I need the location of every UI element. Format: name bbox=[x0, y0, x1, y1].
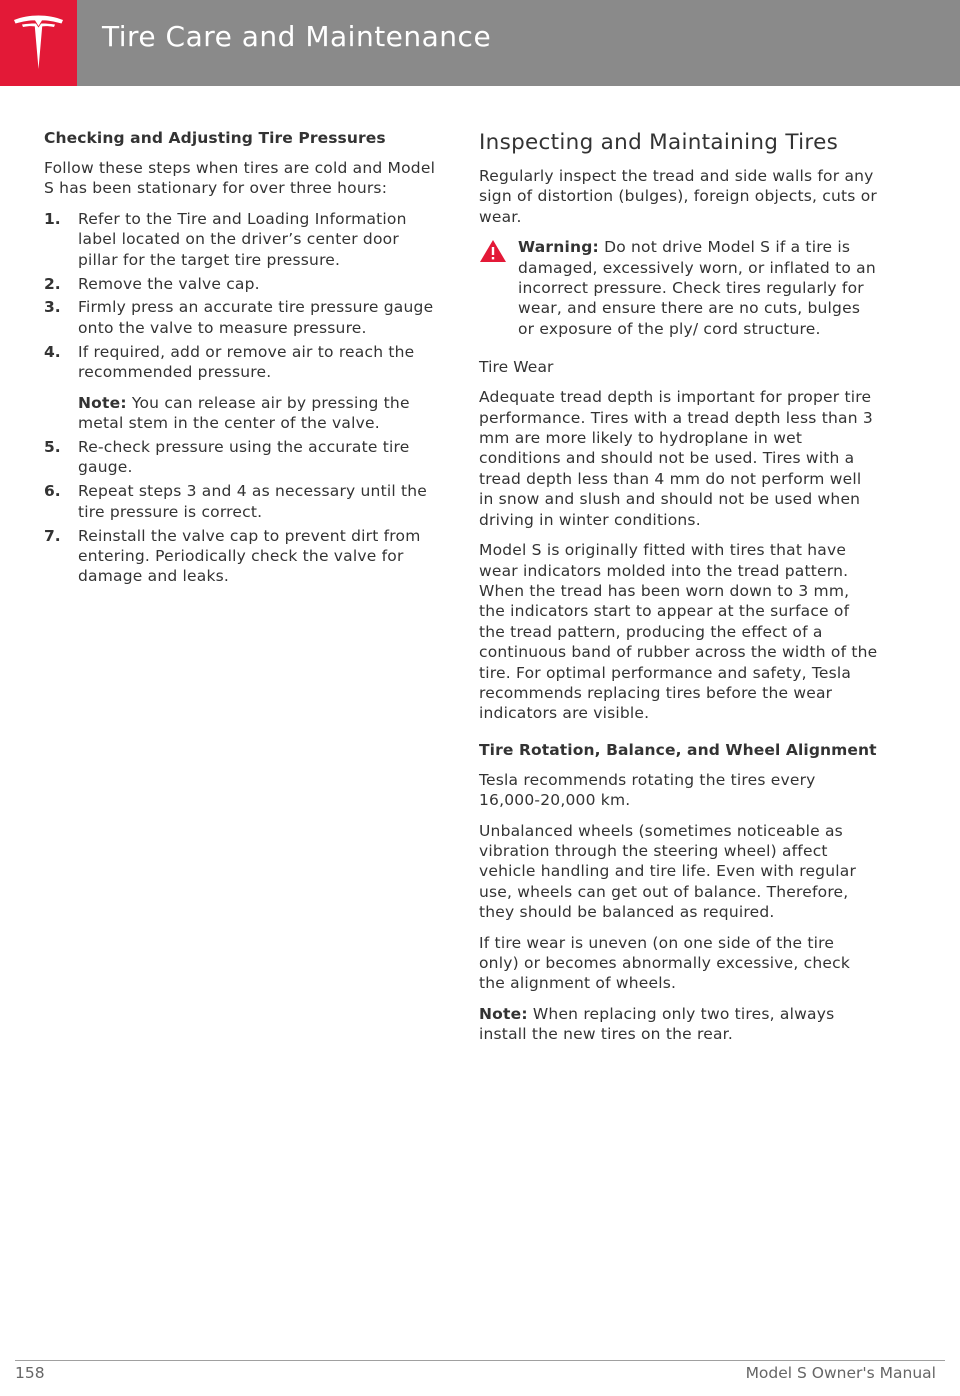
step-number: 2. bbox=[44, 274, 61, 293]
warning-text bbox=[518, 237, 879, 339]
step-text: Remove the valve cap. bbox=[78, 274, 260, 293]
page-header bbox=[0, 0, 960, 86]
step-item bbox=[44, 481, 440, 522]
step-item bbox=[44, 297, 440, 338]
step-item bbox=[44, 342, 440, 434]
note-text: You can release air by pressing the metal stem in the center of the valve. bbox=[78, 393, 410, 432]
step-text: If required, add or remove air to reach the recommended pressure. bbox=[78, 342, 415, 382]
note-label: Note: bbox=[78, 393, 127, 412]
step-item bbox=[44, 274, 440, 294]
step-text: Reinstall the valve cap to prevent dirt from entering. Periodically check the valve for damage and leaks. bbox=[78, 526, 421, 586]
intro-paragraph: Follow these steps when tires are cold and Model S has been stationary for over three hours: bbox=[44, 159, 436, 198]
step-note bbox=[78, 393, 440, 434]
step-number: 4. bbox=[44, 342, 61, 361]
step-text: Repeat steps 3 and 4 as necessary until the tire pressure is correct. bbox=[78, 482, 428, 521]
rotation-note bbox=[479, 1004, 879, 1045]
step-text: Re-check pressure using the accurate tire gauge. bbox=[78, 437, 410, 477]
section-heading-tire-wear: Tire Wear bbox=[479, 358, 554, 377]
tire-wear-paragraph: Adequate tread depth is important for proper tire performance. Tires with a tread depth less than 3 mm are more likely to hydroplane in wet conditions and should not be used. Tires with a tread depth less than 4 mm do not perform well in snow and slush and should not be used when driving in winter conditions. bbox=[479, 388, 873, 529]
steps-list bbox=[44, 209, 440, 587]
step-number: 5. bbox=[44, 437, 61, 456]
warning-triangle-icon bbox=[479, 239, 507, 263]
manual-name: Model S Owner's Manual bbox=[745, 1364, 936, 1382]
step-text: Refer to the Tire and Loading Information label located on the driver’s center door pillar for the target tire pressure. bbox=[78, 209, 407, 269]
page-title: Tire Care and Maintenance bbox=[102, 20, 492, 53]
tire-wear-paragraph: Model S is originally fitted with tires that have wear indicators molded into the tread pattern. When the tread has been worn down to 3 mm, the indicators start to appear at the surface of the tread pattern, producing the effect of a continuous band of rubber across the width of the tire. For optimal performance and safety, Tesla recommends replacing tires before the wear indicators are visible. bbox=[479, 541, 878, 723]
step-number: 1. bbox=[44, 209, 61, 228]
rotation-paragraph: Tesla recommends rotating the tires every 16,000-20,000 km. bbox=[479, 770, 816, 810]
step-item bbox=[44, 209, 440, 270]
step-text: Firmly press an accurate tire pressure gauge onto the valve to measure pressure. bbox=[78, 298, 434, 337]
note-label: Note: bbox=[479, 1004, 528, 1023]
note-text: When replacing only two tires, always install the new tires on the rear. bbox=[479, 1004, 835, 1044]
step-item bbox=[44, 437, 440, 478]
warning-callout bbox=[479, 237, 879, 339]
section-heading-inspecting: Inspecting and Maintaining Tires bbox=[479, 130, 839, 155]
rotation-paragraph: If tire wear is uneven (on one side of the tire only) or becomes abnormally excessive, check the alignment of wheels. bbox=[479, 933, 851, 993]
section-heading-pressures: Checking and Adjusting Tire Pressures bbox=[44, 129, 386, 147]
left-column bbox=[44, 128, 440, 590]
right-column bbox=[479, 128, 879, 1055]
step-item bbox=[44, 526, 440, 587]
rotation-paragraph: Unbalanced wheels (sometimes noticeable as vibration through the steering wheel) affect vehicle handling and tire life. Even with regular use, wheels can get out of balance. Therefore, they should be balanced as required. bbox=[479, 821, 857, 922]
warning-body: Do not drive Model S if a tire is damaged, excessively worn, or inflated to an incorrect pressure. Check tires regularly for wear, and ensure there are no cuts, bulges or exposure of the ply/ cord structure. bbox=[518, 238, 876, 338]
warning-label: Warning: bbox=[518, 238, 599, 257]
step-number: 7. bbox=[44, 526, 61, 545]
tesla-logo-icon bbox=[11, 14, 66, 72]
page-number: 158 bbox=[15, 1364, 45, 1382]
footer-divider bbox=[15, 1360, 945, 1361]
step-number: 3. bbox=[44, 298, 61, 317]
inspect-intro: Regularly inspect the tread and side walls for any sign of distortion (bulges), foreign objects, cuts or wear. bbox=[479, 167, 877, 226]
step-number: 6. bbox=[44, 482, 61, 501]
section-heading-rotation: Tire Rotation, Balance, and Wheel Alignment bbox=[479, 740, 877, 759]
brand-logo-box bbox=[0, 0, 77, 86]
